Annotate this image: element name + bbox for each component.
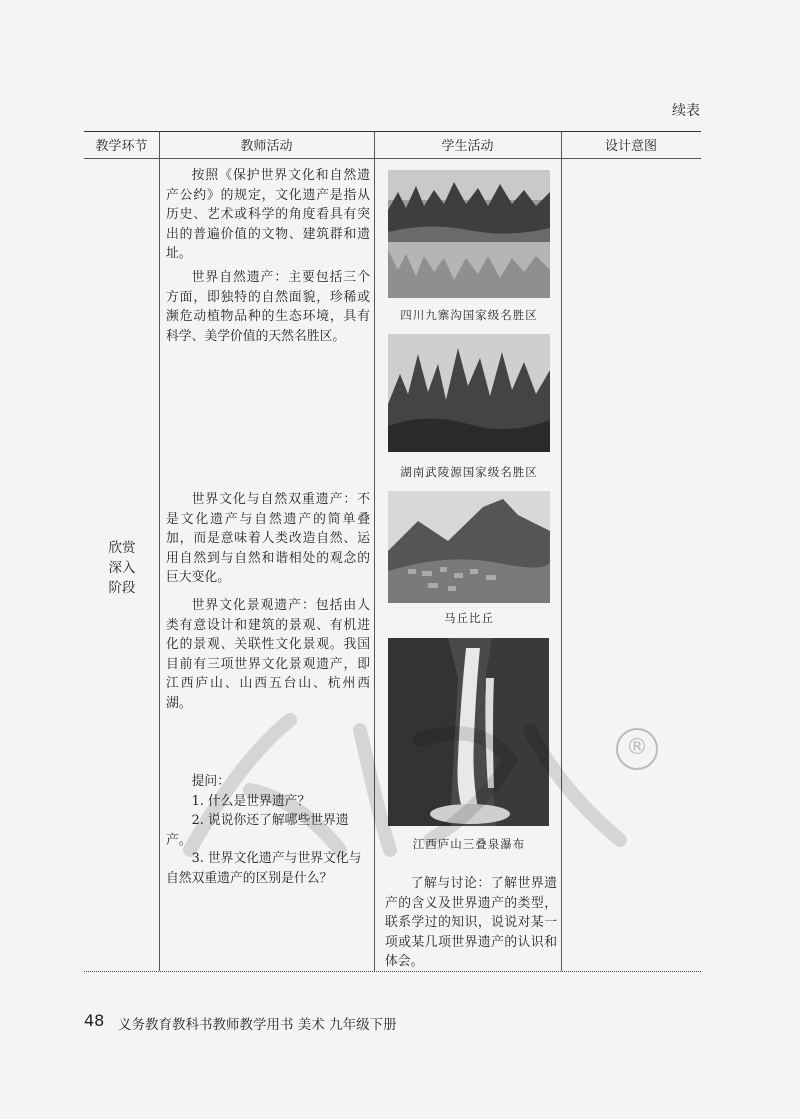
stage-label-line: 阶段 — [108, 580, 136, 596]
question-2: 2. 说说你还了解哪些世界遗产。 — [166, 813, 349, 848]
photo-jiuzhaigou — [388, 170, 550, 298]
questions-title: 提问： — [191, 774, 230, 789]
teacher-paragraph-cultural-landscape: 世界文化景观遗产：包括由人类有意设计和建筑的景观、有机进化的景观、关联性文化景观。我国目前有三项世界文化景观遗产，即江西庐山、山西五台山、杭州西湖。 — [166, 598, 370, 711]
column-divider — [159, 131, 160, 971]
question-1: 1. 什么是世界遗产？ — [191, 794, 311, 809]
caption-jiuzhaigou: 四川九寨沟国家级名胜区 — [400, 308, 538, 322]
caption-lushan-waterfall: 江西庐山三叠泉瀑布 — [412, 837, 526, 851]
table-header-rule — [84, 158, 701, 159]
column-header-stage: 教学环节 — [95, 139, 148, 154]
photo-wulingyuan — [388, 334, 550, 452]
question-3: 3. 世界文化遗产与世界文化与自然双重遗产的区别是什么？ — [166, 851, 362, 886]
stage-label-line: 深入 — [108, 560, 136, 576]
stage-label-line: 欣赏 — [108, 540, 136, 556]
table-top-rule — [84, 131, 701, 132]
student-discussion-paragraph: 了解与讨论：了解世界遗产的含义及世界遗产的类型，联系学过的知识，说说对某一项或某几项世界遗产的认识和体会。 — [385, 876, 557, 969]
caption-machu-picchu: 马丘比丘 — [444, 611, 494, 625]
photo-machu-picchu — [388, 491, 550, 603]
column-header-teacher: 教师活动 — [240, 139, 293, 154]
caption-wulingyuan: 湖南武陵源国家级名胜区 — [400, 465, 538, 479]
page-number: 48 — [84, 1011, 105, 1030]
column-header-design: 设计意图 — [604, 139, 657, 154]
continued-label: 续表 — [672, 103, 700, 119]
teacher-paragraph-natural-heritage: 世界自然遗产：主要包括三个方面，即独特的自然面貌，珍稀或濒危动植物品种的生态环境，具有科学、美学价值的天然名胜区。 — [166, 270, 370, 344]
stage-label — [90, 538, 154, 598]
column-header-student: 学生活动 — [441, 139, 494, 154]
registered-mark-icon: ® — [616, 728, 658, 770]
teacher-paragraph-mixed-heritage: 世界文化与自然双重遗产：不是文化遗产与自然遗产的简单叠加，而是意味着人类改造自然、运用自然到与自然和谐相处的观念的巨大变化。 — [166, 492, 370, 585]
teacher-paragraph-cultural-heritage: 按照《保护世界文化和自然遗产公约》的规定，文化遗产是指从历史、艺术或科学的角度看具有突出的普遍价值的文物、建筑群和遗址。 — [166, 168, 370, 261]
book-title: 义务教育教科书教师教学用书 美术 九年级下册 — [118, 1017, 397, 1033]
publisher-watermark — [180, 700, 640, 860]
